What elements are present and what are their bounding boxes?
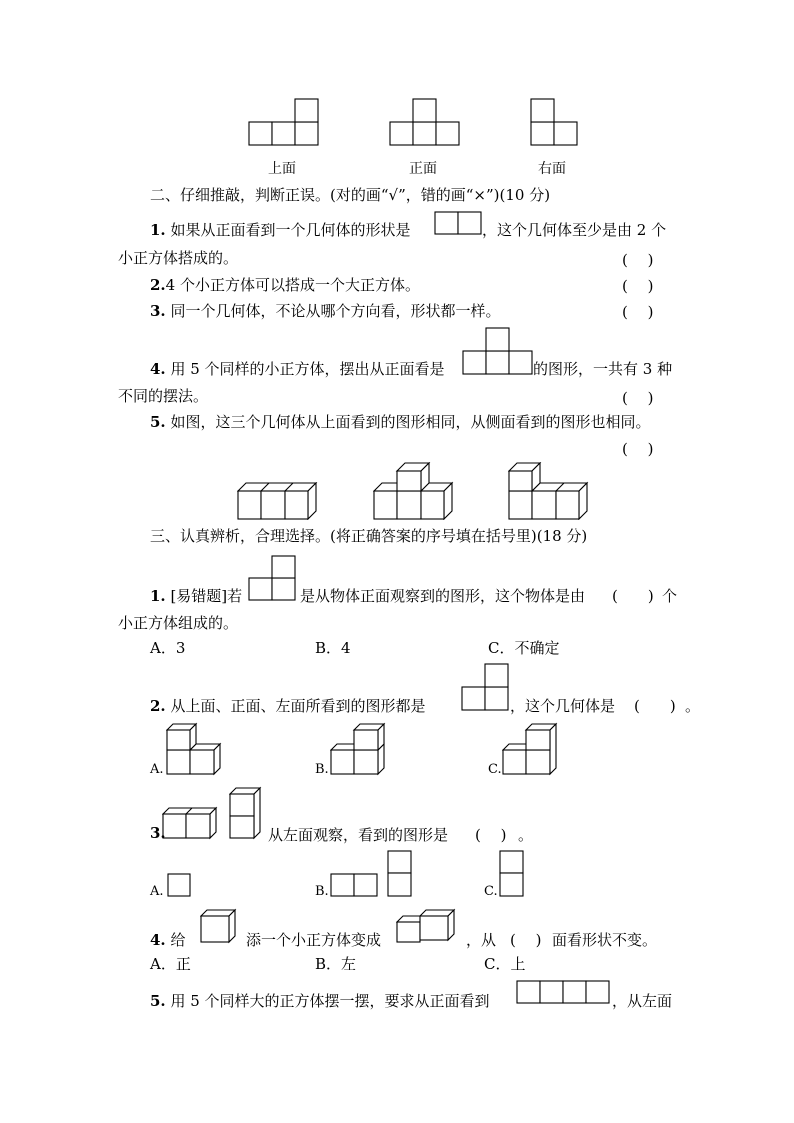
s3-q4-text-a: 给 <box>170 931 186 949</box>
s2-item5-answer[interactable]: ( ) <box>622 440 654 458</box>
s2-item4-line1 <box>150 358 445 379</box>
section2-title: 二、仔细推敲，判断正误。(对的画“√”，错的画“×”)(10 分) <box>150 186 551 204</box>
s3-q4-text-b: 添一个小正方体变成 <box>246 931 382 949</box>
s3-q3-end: 。 <box>518 826 534 844</box>
s2-item2-line <box>150 274 420 295</box>
s2-item4-answer[interactable]: ( ) <box>622 389 654 407</box>
s2-item3-line <box>150 300 500 321</box>
s3-q2-option-b-solid[interactable] <box>330 722 390 776</box>
s2-item2-num: 2. <box>150 276 166 294</box>
s2-item5-line <box>150 411 650 432</box>
s3-q3-option-a-shape[interactable] <box>167 873 192 897</box>
s3-q5-num: 5. <box>150 992 166 1010</box>
front-view-figure <box>389 98 461 146</box>
s3-q4-text-c: ，从 <box>466 931 497 949</box>
s3-q3-num: 3. <box>150 824 166 842</box>
s3-q3-option-b-shape2[interactable] <box>387 850 413 897</box>
s2-item1-text-c: 小正方体搭成的。 <box>118 249 239 267</box>
s3-q2-end: 。 <box>685 697 701 715</box>
s2-item4-text-b: 的图形，一共有 3 种 <box>533 360 673 378</box>
s3-q4-option-b[interactable]: B．左 <box>315 955 357 973</box>
view-label-top: 上面 <box>268 161 296 177</box>
s3-q1-prefix: [易错题]若 <box>170 587 243 605</box>
s3-q5-text-a: 用 5 个同样大的正方体摆一摆，要求从正面看到 <box>170 992 490 1010</box>
s3-q4-text-d: 面看形状不变。 <box>552 931 658 949</box>
s2-item5-num: 5. <box>150 413 166 431</box>
s3-q3-option-c-shape[interactable] <box>499 850 525 897</box>
s2-item3-num: 3. <box>150 302 166 320</box>
s2-item4-text-c: 不同的摆法。 <box>118 387 209 405</box>
s3-q2-option-a-solid[interactable] <box>166 722 222 776</box>
s2-solid-b <box>373 462 455 520</box>
s2-item1-text-b: ，这个几何体至少是由 2 个 <box>482 221 667 239</box>
s2-item3-answer[interactable]: ( ) <box>622 303 654 321</box>
s2-item1-two-squares <box>434 211 482 235</box>
s3-q3-line <box>150 824 166 842</box>
s3-q4-num: 4. <box>150 931 166 949</box>
s3-q1-num: 1. <box>150 587 166 605</box>
s2-item1-answer[interactable]: ( ) <box>622 251 654 269</box>
s3-q1-text-d: 小正方体组成的。 <box>118 614 239 632</box>
s2-item4-text-a: 用 5 个同样的小正方体，摆出从正面看是 <box>170 360 445 378</box>
s2-item4-front-shape <box>462 327 534 375</box>
s3-q1-text-b: 是从物体正面观察到的图形，这个物体是由 <box>300 587 586 605</box>
s3-q3-text-a: 从左面观察，看到的图形是 <box>268 826 449 844</box>
s3-q1-option-b[interactable]: B．4 <box>315 639 351 657</box>
s2-item4-num: 4. <box>150 360 166 378</box>
s3-q2-paren[interactable]: ( ) <box>634 697 676 715</box>
section3-title: 三、认真辨析，合理选择。(将正确答案的序号填在括号里)(18 分) <box>150 527 588 545</box>
s2-solid-c <box>508 462 590 520</box>
s3-q3-solid-a <box>162 806 218 840</box>
s3-q3-option-c[interactable]: C. <box>484 884 498 899</box>
s2-item1-num: 1. <box>150 221 166 239</box>
s3-q1-option-a[interactable]: A．3 <box>150 639 186 657</box>
s3-q4-single-cube <box>200 908 238 944</box>
s3-q2-line <box>150 695 425 716</box>
s2-item2-answer[interactable]: ( ) <box>622 277 654 295</box>
s2-item1-text-a: 如果从正面看到一个几何体的形状是 <box>170 221 411 239</box>
right-view-figure <box>530 98 580 146</box>
s3-q4-two-cubes <box>396 908 458 944</box>
s3-q3-solid-b <box>229 786 263 840</box>
s3-q5-text-b: ，从左面 <box>612 992 673 1010</box>
s3-q3-option-b-shape[interactable] <box>330 873 378 897</box>
s3-q2-text-a: 从上面、正面、左面所看到的图形都是 <box>170 697 426 715</box>
s3-q2-option-c[interactable]: C. <box>488 762 502 777</box>
s3-q1-option-c[interactable]: C．不确定 <box>488 639 560 657</box>
s2-item5-text: 如图，这三个几何体从上面看到的图形相同，从侧面看到的图形也相同。 <box>170 413 651 431</box>
s3-q2-text-b: ，这个几何体是 <box>510 697 616 715</box>
s2-item2-text: 4 个小正方体可以搭成一个大正方体。 <box>165 276 420 294</box>
s3-q3-paren[interactable]: ( ) <box>475 826 507 844</box>
s2-solid-a <box>237 482 319 520</box>
s3-q2-option-a[interactable]: A. <box>150 762 164 777</box>
s3-q1-shape <box>248 555 296 601</box>
s3-q1-line1a <box>150 585 242 606</box>
s3-q4-option-c[interactable]: C．上 <box>484 955 526 973</box>
s3-q2-num: 2. <box>150 697 166 715</box>
s3-q5-line <box>150 990 490 1011</box>
s3-q1-text-c: 个 <box>662 587 678 605</box>
s2-item1-line1 <box>150 219 410 240</box>
s3-q4-line <box>150 929 185 950</box>
top-view-figure <box>248 98 320 146</box>
s3-q3-option-a[interactable]: A. <box>150 884 164 899</box>
s2-item3-text: 同一个几何体，不论从哪个方向看，形状都一样。 <box>170 302 501 320</box>
s3-q3-option-b[interactable]: B. <box>315 884 329 899</box>
s3-q1-paren[interactable]: ( ) <box>612 587 654 605</box>
s3-q2-option-b[interactable]: B. <box>315 762 329 777</box>
s3-q4-paren[interactable]: ( ) <box>510 931 542 949</box>
s3-q2-shape <box>461 663 509 711</box>
s3-q2-option-c-solid[interactable] <box>502 722 558 776</box>
s3-q4-option-a[interactable]: A．正 <box>150 955 191 973</box>
s3-q5-four-squares <box>516 980 610 1004</box>
view-label-front: 正面 <box>409 161 437 177</box>
view-label-right: 右面 <box>538 161 566 177</box>
